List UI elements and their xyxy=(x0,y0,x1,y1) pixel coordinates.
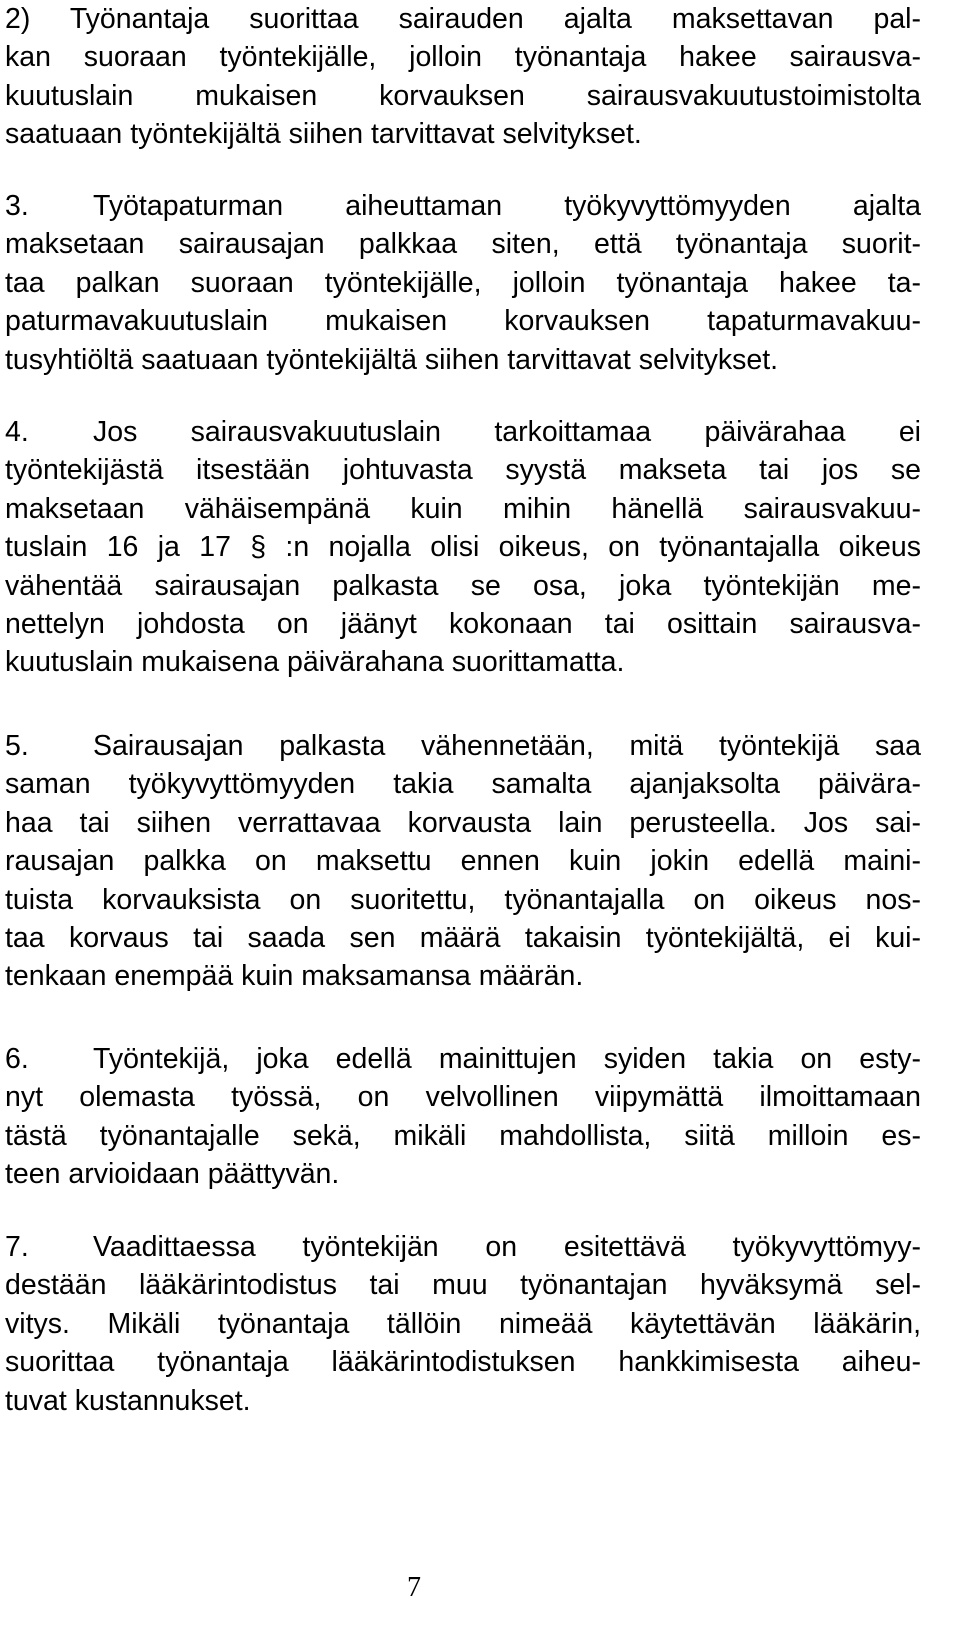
paragraph-line: haa tai siihen verrattavaa korvausta lain perusteella. Jos sai- xyxy=(5,806,921,839)
paragraph-line: teen arvioidaan päättyvän. xyxy=(5,1158,340,1191)
paragraph-line: tenkaan enempää kuin maksamansa määrän. xyxy=(5,960,584,993)
paragraph-line: maksetaan vähäisempänä kuin mihin hänellä sairausvakuu- xyxy=(5,492,921,525)
paragraph-4 xyxy=(5,413,921,682)
paragraph-line: paturmavakuutuslain mukaisen korvauksen tapaturmavakuu- xyxy=(5,305,921,338)
paragraph-line: saman työkyvyttömyyden takia samalta ajanjaksolta päivära- xyxy=(5,768,921,801)
paragraph-line: rausajan palkka on maksettu ennen kuin jokin edellä maini- xyxy=(5,845,921,878)
paragraph-number: 7. xyxy=(5,1231,29,1263)
page-number: 7 xyxy=(407,1572,421,1603)
paragraph-7 xyxy=(5,1228,921,1420)
paragraph-line: tusyhtiöltä saatuaan työntekijältä siihen tarvittavat selvitykset. xyxy=(5,343,779,376)
paragraph-line: nyt olemasta työssä, on velvollinen viipymättä ilmoittamaan xyxy=(5,1081,921,1114)
paragraph-number: 5. xyxy=(5,730,29,762)
paragraph-line-text: Vaadittaessa työntekijän on esitettävä työkyvyttömyy- xyxy=(93,1231,921,1263)
paragraph-6 xyxy=(5,1040,921,1194)
paragraph-number: 6. xyxy=(5,1043,29,1075)
paragraph-number: 3. xyxy=(5,190,29,222)
paragraph-5 xyxy=(5,727,921,996)
paragraph-line: tuvat kustannukset. xyxy=(5,1384,251,1417)
paragraph-line: taa korvaus tai saada sen määrä takaisin työntekijältä, ei kui- xyxy=(5,922,921,955)
paragraph-line: 2) Työnantaja suorittaa sairauden ajalta maksettavan pal- xyxy=(5,3,921,35)
paragraph-line-text: Jos sairausvakuutuslain tarkoittamaa päivärahaa ei xyxy=(93,416,921,448)
paragraph-line: työntekijästä itsestään johtuvasta syystä makseta tai jos se xyxy=(5,454,921,487)
paragraph-line: vähentää sairausajan palkasta se osa, joka työntekijän me- xyxy=(5,569,921,602)
paragraph-line-first xyxy=(5,727,921,765)
paragraph-line: tuslain 16 ja 17 § :n nojalla olisi oikeus, on työnantajalla oikeus xyxy=(5,531,921,564)
paragraph-line: suorittaa työnantaja lääkärintodistuksen hankkimisesta aiheu- xyxy=(5,1346,921,1379)
paragraph-number: 4. xyxy=(5,416,29,448)
paragraph-line: vitys. Mikäli työnantaja tällöin nimeää käytettävän lääkärin, xyxy=(5,1307,921,1340)
paragraph-line: kuutuslain mukaisen korvauksen sairausvakuutustoimistolta xyxy=(5,79,921,112)
paragraph-line: kan suoraan työntekijälle, jolloin työnantaja hakee sairausva- xyxy=(5,41,921,74)
paragraph-line: kuutuslain mukaisena päivärahana suorittamatta. xyxy=(5,646,625,679)
paragraph-line-first xyxy=(5,1040,921,1078)
paragraph-line-text: Sairausajan palkasta vähennetään, mitä työntekijä saa xyxy=(93,730,921,762)
paragraph-line: nettelyn johdosta on jäänyt kokonaan tai osittain sairausva- xyxy=(5,608,921,641)
paragraph-line-first xyxy=(5,413,921,451)
paragraph-line: tuista korvauksista on suoritettu, työnantajalla on oikeus nos- xyxy=(5,883,921,916)
paragraph-line: destään lääkärintodistus tai muu työnantajan hyväksymä sel- xyxy=(5,1269,921,1302)
paragraph-line: tästä työnantajalle sekä, mikäli mahdollista, siitä milloin es- xyxy=(5,1119,921,1152)
paragraph-line-text: Työtapaturman aiheuttaman työkyvyttömyyden ajalta xyxy=(93,190,921,222)
paragraph-line-first xyxy=(5,187,921,225)
paragraph-line: saatuaan työntekijältä siihen tarvittavat selvitykset. xyxy=(5,118,642,151)
paragraph-line: maksetaan sairausajan palkkaa siten, että työnantaja suorit- xyxy=(5,228,921,261)
paragraph-2 xyxy=(5,0,921,154)
paragraph-line-first xyxy=(5,1228,921,1266)
paragraph-3 xyxy=(5,187,921,379)
paragraph-line: taa palkan suoraan työntekijälle, jolloin työnantaja hakee ta- xyxy=(5,266,921,299)
paragraph-line-text: Työntekijä, joka edellä mainittujen syiden takia on esty- xyxy=(93,1043,921,1075)
